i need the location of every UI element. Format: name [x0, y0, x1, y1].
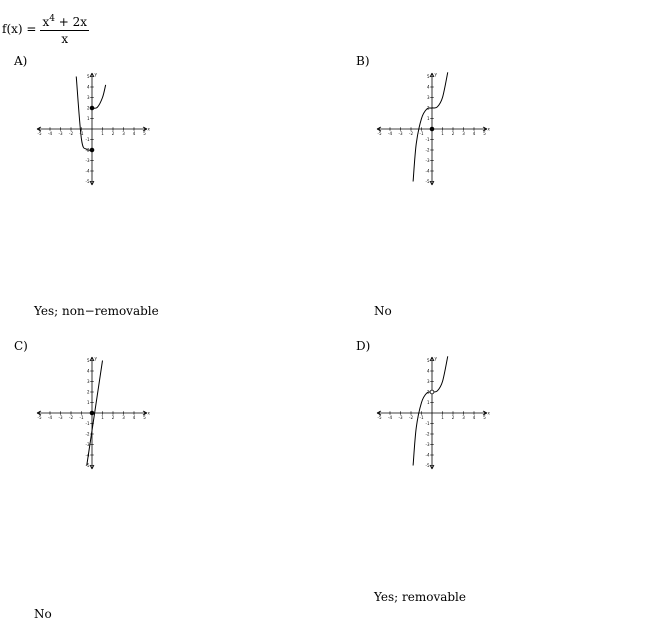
numerator-base: x	[42, 15, 50, 29]
x-tick-label: 1	[441, 415, 444, 420]
y-tick-label: -2	[425, 431, 430, 437]
y-axis-label: y	[94, 355, 97, 361]
x-tick-label: 5	[143, 415, 146, 420]
y-tick-label: 3	[426, 378, 430, 384]
x-tick-label: -5	[37, 131, 42, 136]
y-tick-label: 2	[86, 105, 90, 111]
y-tick-label: 3	[86, 94, 90, 100]
x-tick-label: 3	[462, 131, 465, 136]
point-marker	[90, 106, 94, 110]
x-tick-label: -1	[79, 415, 84, 420]
x-tick-label: 2	[111, 415, 115, 420]
x-tick-label: 3	[122, 131, 125, 136]
option-a-label: A)	[14, 54, 28, 68]
y-tick-label: 5	[86, 73, 90, 79]
point-marker	[90, 148, 94, 152]
y-tick-label: -5	[85, 462, 90, 468]
y-tick-label: 4	[426, 84, 430, 90]
x-tick-label: 3	[122, 415, 125, 420]
y-tick-label: 3	[426, 94, 430, 100]
y-tick-label: 4	[86, 368, 90, 374]
y-tick-label: 2	[86, 389, 90, 395]
option-a-answer: Yes; non−removable	[34, 304, 159, 318]
x-tick-label: -4	[48, 415, 52, 420]
x-tick-label: -5	[37, 415, 42, 420]
y-axis-label: y	[434, 71, 437, 77]
point-marker	[430, 390, 434, 394]
option-b-label: B)	[356, 54, 370, 68]
x-tick-label: -4	[388, 415, 392, 420]
y-tick-label: -4	[85, 452, 90, 458]
x-axis-label: x	[147, 410, 150, 416]
y-tick-label: 3	[86, 378, 90, 384]
numerator	[40, 12, 89, 31]
y-tick-label: 1	[426, 399, 430, 405]
x-tick-label: 4	[472, 415, 476, 420]
x-tick-label: -3	[398, 131, 403, 136]
x-tick-label: 5	[143, 131, 146, 136]
x-tick-label: 4	[472, 131, 476, 136]
x-axis-label: x	[487, 126, 490, 132]
curve-series	[413, 72, 448, 181]
y-tick-label: -3	[85, 441, 90, 447]
x-tick-label: -1	[419, 131, 424, 136]
y-axis-label: y	[434, 355, 437, 361]
point-marker	[90, 411, 94, 415]
y-tick-label: 5	[426, 73, 430, 79]
x-tick-label: 2	[111, 131, 115, 136]
y-tick-label: 5	[86, 357, 90, 363]
x-tick-label: 4	[132, 131, 136, 136]
x-tick-label: -1	[419, 415, 424, 420]
x-tick-label: 1	[101, 415, 104, 420]
y-tick-label: -2	[425, 147, 430, 153]
numerator-rest: + 2x	[54, 15, 88, 29]
question-formula	[2, 12, 89, 46]
option-d-answer: Yes; removable	[374, 590, 466, 604]
y-tick-label: 1	[86, 399, 90, 405]
x-tick-label: -5	[377, 415, 382, 420]
y-tick-label: -1	[85, 420, 90, 426]
x-tick-label: 4	[132, 415, 136, 420]
x-tick-label: 3	[462, 415, 465, 420]
x-tick-label: 2	[451, 131, 455, 136]
x-tick-label: 5	[483, 131, 486, 136]
x-tick-label: -5	[377, 131, 382, 136]
x-tick-label: 1	[441, 131, 444, 136]
y-tick-label: -3	[425, 157, 430, 163]
curve-series	[92, 85, 106, 108]
curve-series	[76, 77, 92, 151]
curve-series	[413, 356, 448, 465]
y-tick-label: -2	[85, 431, 90, 437]
option-c-label: C)	[14, 339, 28, 353]
x-tick-label: -1	[79, 131, 84, 136]
option-d-label: D)	[356, 339, 371, 353]
y-tick-label: 1	[426, 115, 430, 121]
option-c-answer: No	[34, 607, 52, 621]
fraction	[40, 12, 89, 46]
option-b-answer: No	[374, 304, 392, 318]
y-axis-label: y	[94, 71, 97, 77]
x-tick-label: -2	[409, 415, 413, 420]
y-tick-label: -4	[85, 168, 90, 174]
x-tick-label: 5	[483, 415, 486, 420]
x-tick-label: 1	[101, 131, 104, 136]
function-lhs: f(x) =	[2, 22, 37, 36]
x-tick-label: -3	[58, 415, 63, 420]
x-tick-label: 2	[451, 415, 455, 420]
x-tick-label: -4	[388, 131, 392, 136]
x-axis-label: x	[147, 126, 150, 132]
y-tick-label: -4	[425, 452, 430, 458]
y-tick-label: -5	[425, 462, 430, 468]
graph-option-b	[374, 70, 490, 188]
y-tick-label: 5	[426, 357, 430, 363]
denominator: x	[61, 32, 69, 46]
y-tick-label: -1	[425, 136, 430, 142]
y-tick-label: -3	[425, 441, 430, 447]
numerator-exponent: 4	[49, 14, 55, 24]
y-tick-label: -1	[85, 136, 90, 142]
y-tick-label: -5	[85, 178, 90, 184]
x-tick-label: -3	[58, 131, 63, 136]
y-tick-label: -4	[425, 168, 430, 174]
y-tick-label: -1	[425, 420, 430, 426]
graph-option-a	[34, 70, 150, 188]
graph-option-c	[34, 354, 150, 472]
y-tick-label: 4	[86, 84, 90, 90]
x-tick-label: -3	[398, 415, 403, 420]
y-tick-label: 2	[426, 105, 430, 111]
x-tick-label: -4	[48, 131, 52, 136]
y-tick-label: -3	[85, 157, 90, 163]
x-tick-label: -2	[409, 131, 413, 136]
y-tick-label: 2	[426, 389, 430, 395]
y-tick-label: -5	[425, 178, 430, 184]
x-tick-label: -2	[69, 415, 73, 420]
graph-option-d	[374, 354, 490, 472]
y-tick-label: -2	[85, 147, 90, 153]
x-axis-label: x	[487, 410, 490, 416]
point-marker	[430, 127, 434, 131]
x-tick-label: -2	[69, 131, 73, 136]
y-tick-label: 4	[426, 368, 430, 374]
y-tick-label: 1	[86, 115, 90, 121]
